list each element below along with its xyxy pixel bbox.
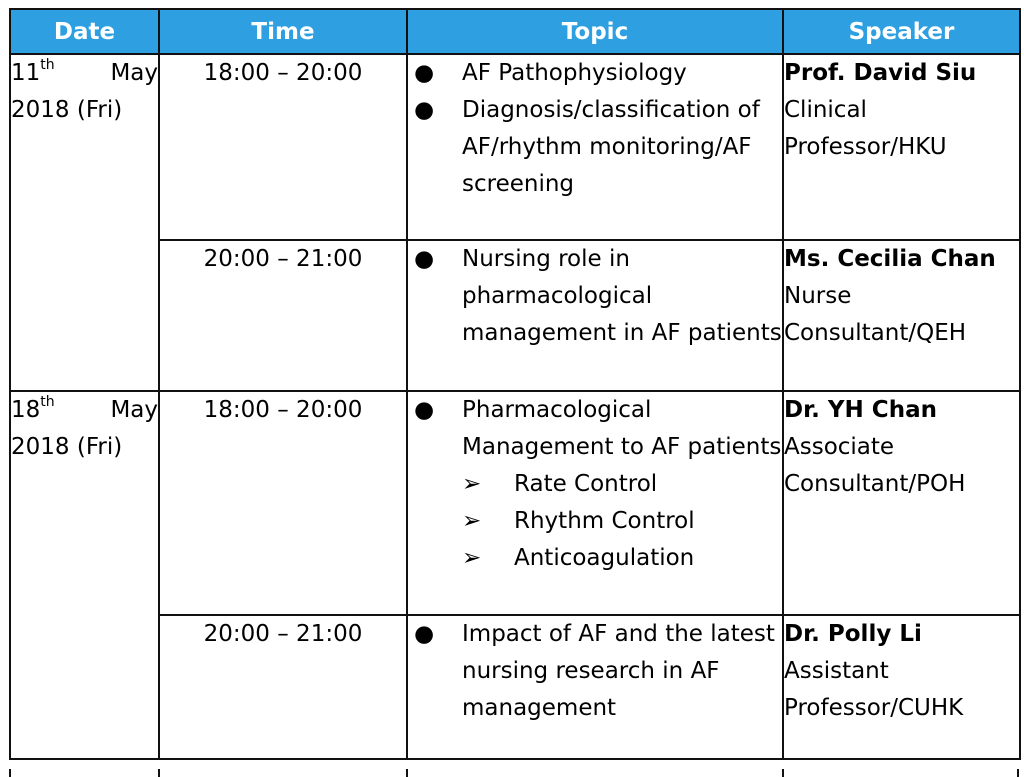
topic-text: Nursing role in pharmacological management in AF patients: [462, 246, 782, 346]
speaker-cell: [783, 615, 1020, 759]
date-day-group: [11, 55, 55, 92]
arrow-bullet-icon: ➢: [462, 471, 482, 497]
date-cell: [10, 391, 159, 759]
date-month: May: [110, 397, 158, 423]
date-line-2: 2018 (Fri): [11, 97, 123, 123]
topic-text: Impact of AF and the latest nursing research in AF management: [462, 621, 775, 721]
speaker-cell: [783, 391, 1020, 615]
time-cell: 18:00 – 20:00: [159, 54, 407, 240]
subtopic-text: Rhythm Control: [514, 508, 695, 534]
date-day: 18: [11, 397, 41, 423]
speaker-cell: [783, 54, 1020, 240]
topic-cell: [407, 615, 783, 759]
topic-text: Pharmacological Management to AF patients: [462, 397, 782, 460]
date-cell: [10, 54, 159, 391]
header-topic: Topic: [407, 9, 783, 54]
topic-cell: [407, 54, 783, 240]
time-cell: 20:00 – 21:00: [159, 615, 407, 759]
continuation-border: [406, 769, 408, 777]
subtopic-text: Anticoagulation: [514, 545, 695, 571]
date-line-1: [11, 392, 158, 429]
header-speaker: Speaker: [783, 9, 1020, 54]
header-time: Time: [159, 9, 407, 54]
speaker-cell: [783, 240, 1020, 391]
continuation-border: [782, 769, 784, 777]
topic-list: [408, 392, 782, 577]
continuation-border: [9, 769, 11, 777]
subtopic-item: [462, 503, 782, 540]
date-line-1: [11, 55, 158, 92]
subtopic-item: [462, 540, 782, 577]
speaker-name: Dr. Polly Li: [784, 621, 922, 647]
topic-list: [408, 616, 782, 727]
topic-item: [408, 392, 782, 577]
arrow-bullet-icon: ➢: [462, 508, 482, 534]
header-row: [10, 9, 1020, 54]
schedule-body: [10, 54, 1020, 759]
header-date: Date: [10, 9, 159, 54]
topic-item: [408, 616, 782, 727]
topic-list: [408, 55, 782, 203]
bullet-icon: ●: [414, 397, 435, 423]
session-row: [10, 615, 1020, 759]
date-ordinal-suffix: th: [40, 394, 55, 411]
date-day: 11: [11, 60, 41, 86]
topic-list: [408, 241, 782, 352]
topic-text: AF Pathophysiology: [462, 60, 687, 86]
session-row: [10, 391, 1020, 615]
topic-item: [408, 241, 782, 352]
bullet-icon: ●: [414, 60, 435, 86]
speaker-name: Ms. Cecilia Chan: [784, 246, 996, 272]
arrow-bullet-icon: ➢: [462, 545, 482, 571]
speaker-name: Prof. David Siu: [784, 60, 977, 86]
bullet-icon: ●: [414, 97, 435, 123]
schedule-table: [9, 8, 1021, 760]
topic-cell: [407, 240, 783, 391]
continuation-border: [1017, 769, 1019, 777]
topic-text: Diagnosis/classification of AF/rhythm monitoring/AF screening: [462, 97, 760, 197]
session-row: [10, 54, 1020, 240]
date-line-2: 2018 (Fri): [11, 434, 123, 460]
date-ordinal-suffix: th: [40, 57, 55, 74]
subtopic-list: [462, 466, 782, 577]
time-cell: 20:00 – 21:00: [159, 240, 407, 391]
speaker-title: Assistant Professor/CUHK: [784, 658, 964, 721]
topic-cell: [407, 391, 783, 615]
subtopic-text: Rate Control: [514, 471, 658, 497]
bullet-icon: ●: [414, 621, 435, 647]
speaker-title: Nurse Consultant/QEH: [784, 283, 967, 346]
topic-item: [408, 55, 782, 92]
speaker-title: Associate Consultant/POH: [784, 434, 966, 497]
speaker-name: Dr. YH Chan: [784, 397, 937, 423]
speaker-title: Clinical Professor/HKU: [784, 97, 947, 160]
topic-item: [408, 92, 782, 203]
continuation-border: [158, 769, 160, 777]
date-month: May: [110, 60, 158, 86]
date-day-group: [11, 392, 55, 429]
subtopic-item: [462, 466, 782, 503]
bullet-icon: ●: [414, 246, 435, 272]
session-row: [10, 240, 1020, 391]
time-cell: 18:00 – 20:00: [159, 391, 407, 615]
